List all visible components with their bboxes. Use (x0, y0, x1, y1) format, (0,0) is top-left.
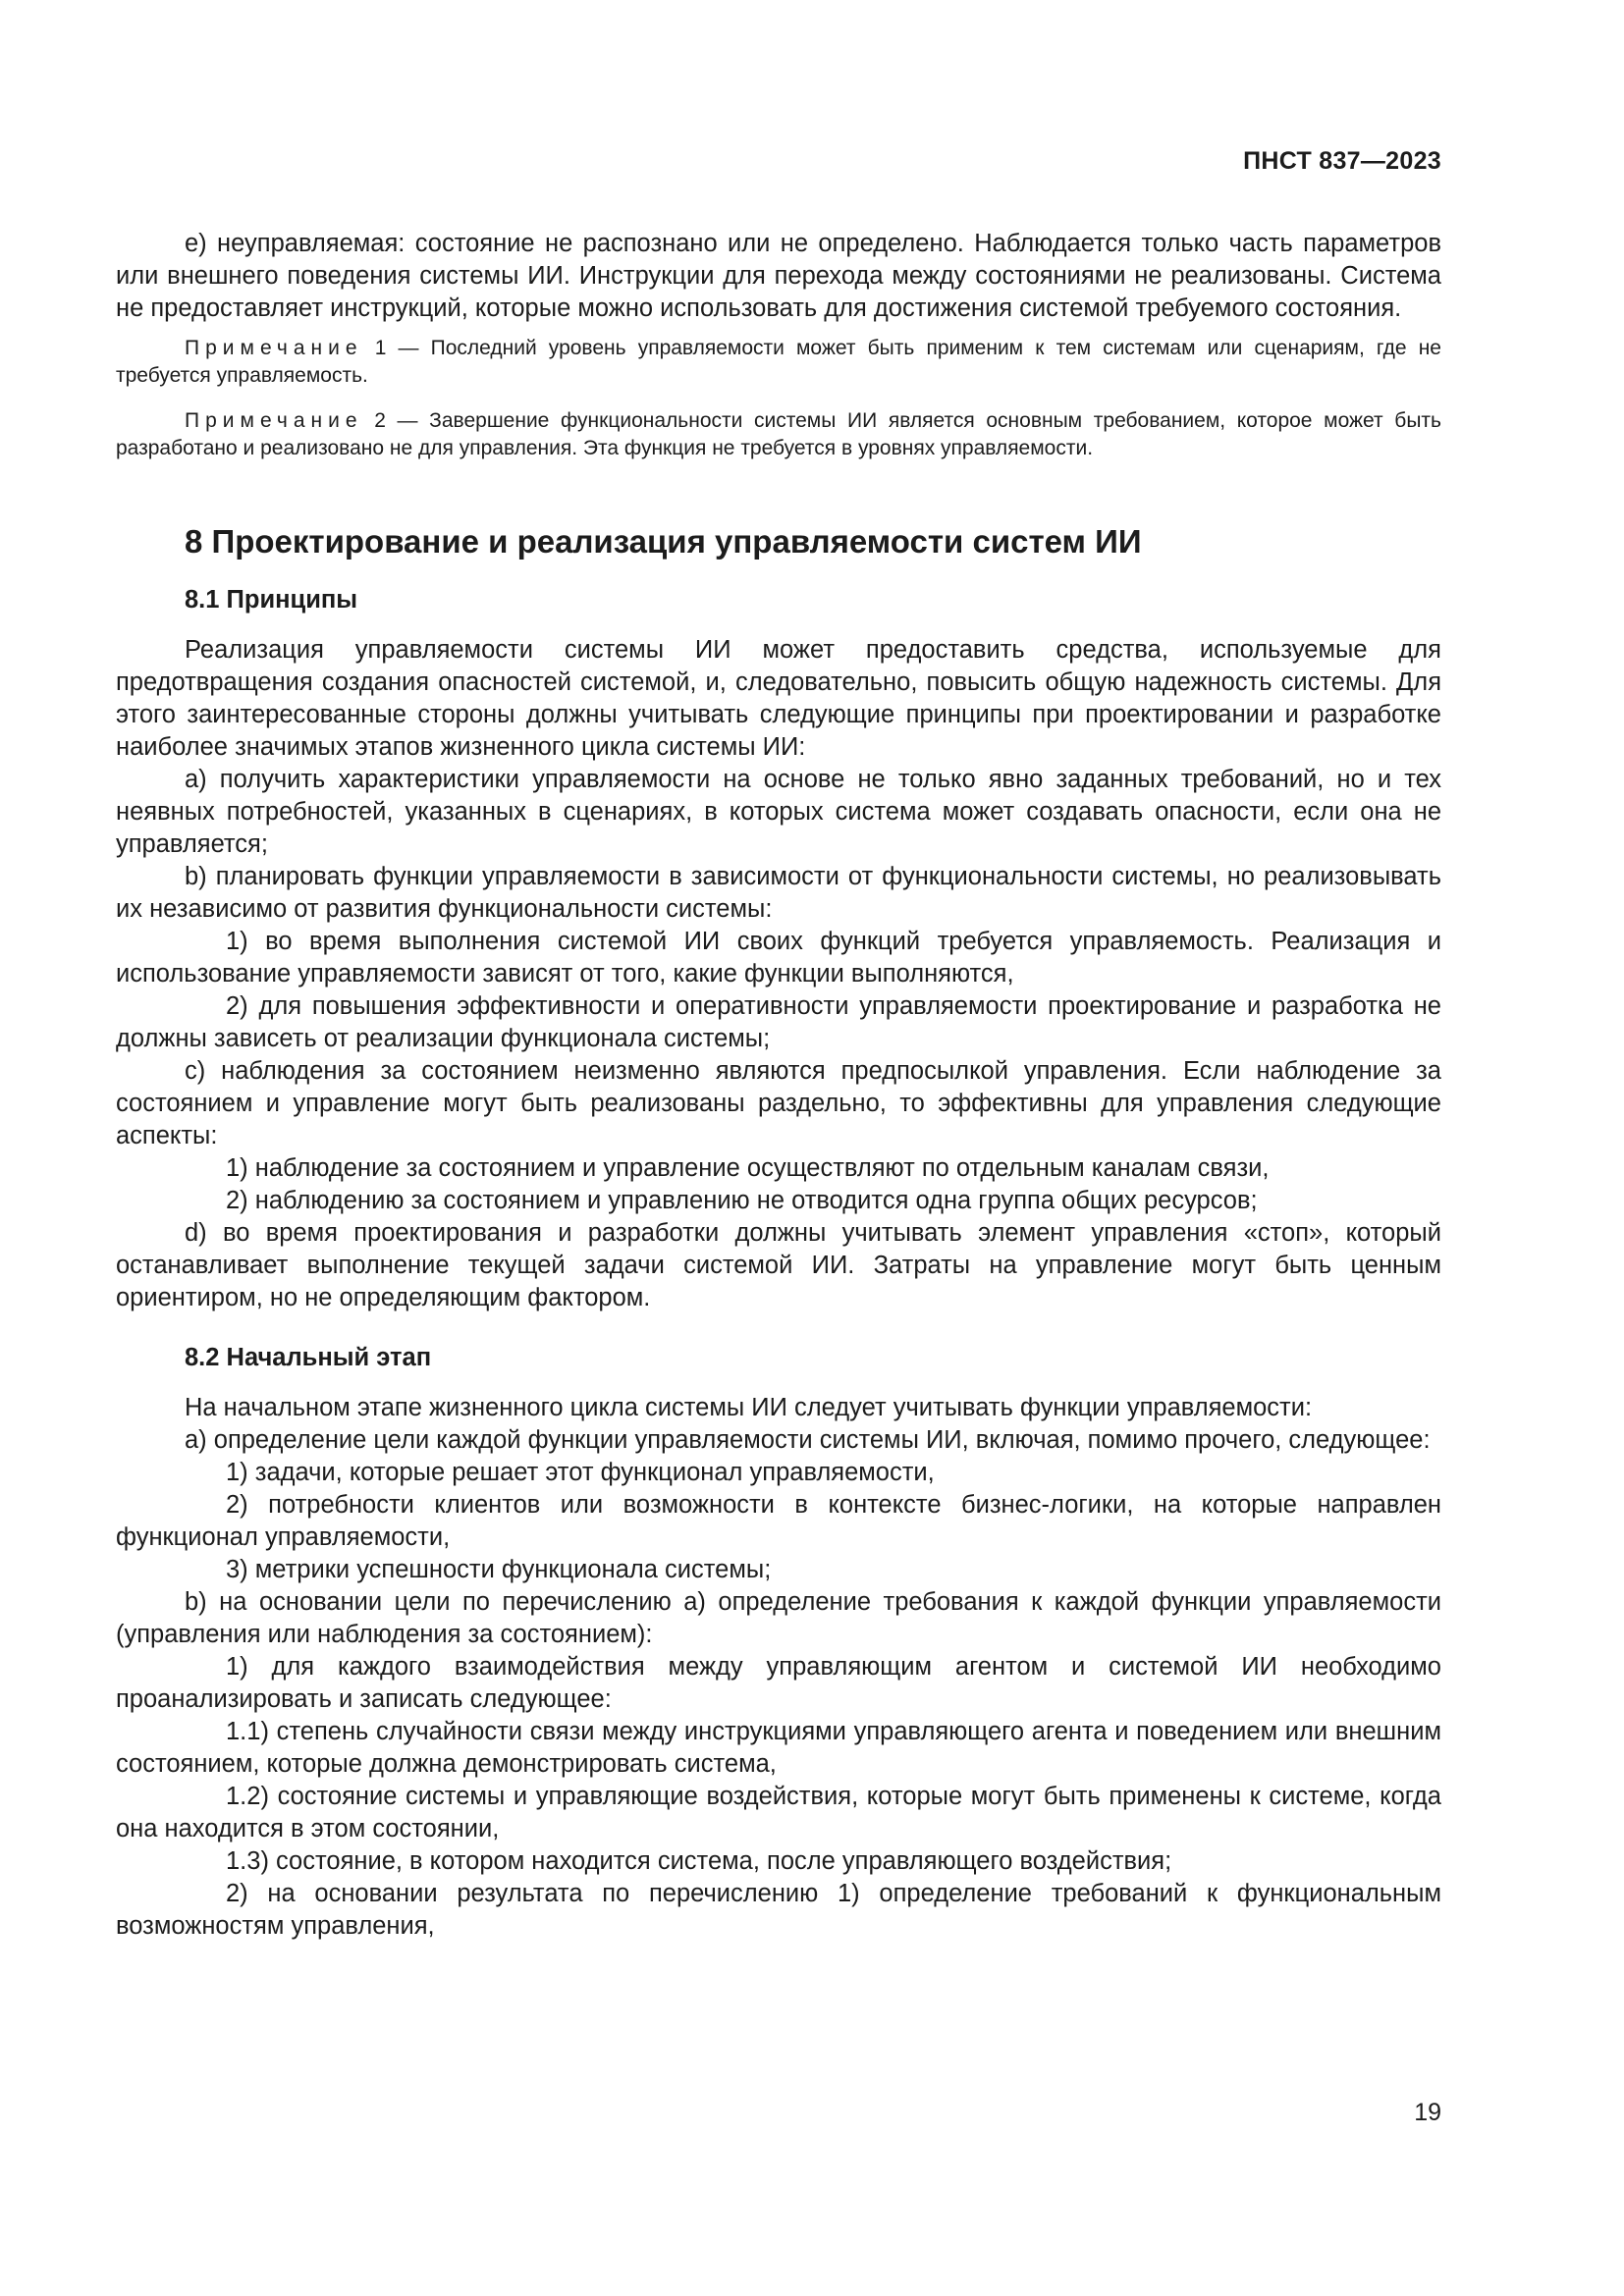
note-text: 2 — Завершение функциональности системы ИИ является основным требованием, которое может быть разработано и реализовано не для управления. Эта функция не требуется в уровнях управляемости. (116, 409, 1441, 459)
list-subitem: 1) для каждого взаимодействия между управляющим агентом и системой ИИ необходимо проанализировать и записать следующее: (116, 1653, 1441, 1713)
list-item: a) определение цели каждой функции управляемости системы ИИ, включая, помимо прочего, следующее: (185, 1426, 1431, 1454)
paragraph: Реализация управляемости системы ИИ может предоставить средства, используемые для предотвращения создания опасностей системой, и, следовательно, повысить общую надежность системы. Для этого заинтересованные стороны должны учитывать следующие принципы при проектировании и разработке наиболее значимых этапов жизненного цикла системы ИИ: (116, 636, 1441, 761)
list-subitem: 2) на основании результата по перечислению 1) определение требований к функциональным возможностям управления, (116, 1880, 1441, 1940)
list-subitem: 1) во время выполнения системой ИИ своих функций требуется управляемость. Реализация и использование управляемости зависят от того, какие функции выполняются, (116, 928, 1441, 988)
note-label: Примечание (185, 337, 363, 359)
list-item: c) наблюдения за состоянием неизменно являются предпосылкой управления. Если наблюдение за состоянием и управление могут быть реализованы раздельно, то эффективны для управления следующие аспекты: (116, 1057, 1441, 1149)
list-subitem: 2) потребности клиентов или возможности в контексте бизнес-логики, на которые направлен функционал управляемости, (116, 1491, 1441, 1551)
list-subitem: 2) для повышения эффективности и оперативности управляемости проектирование и разработка не должны зависеть от реализации функционала системы; (116, 992, 1441, 1052)
list-subitem: 1) задачи, которые решает этот функционал управляемости, (226, 1459, 935, 1486)
page-number: 19 (1414, 2099, 1441, 2126)
subsection-heading: 8.2 Начальный этап (185, 1344, 432, 1371)
list-item: d) во время проектирования и разработки должны учитывать элемент управления «стоп», который останавливает выполнение текущей задачи системой ИИ. Затраты на управление могут быть ценным ориентиром, но не определяющим фактором. (116, 1219, 1441, 1311)
list-item: a) получить характеристики управляемости на основе не только явно заданных требований, но и тех неявных потребностей, указанных в сценариях, в которых система может создавать опасности, если она не управляется; (116, 766, 1441, 858)
list-subsubitem: 1.3) состояние, в котором находится система, после управляющего воздействия; (226, 1847, 1172, 1875)
list-subitem: 1) наблюдение за состоянием и управление осуществляют по отдельным каналам связи, (226, 1154, 1270, 1182)
page-content (116, 228, 1441, 1943)
note-label: Примечание (185, 409, 363, 432)
note-text: 1 — Последний уровень управляемости может быть применим к тем системам или сценариям, где не требуется управляемость. (116, 337, 1441, 387)
paragraph: На начальном этапе жизненного цикла системы ИИ следует учитывать функции управляемости: (185, 1394, 1313, 1421)
note-2 (116, 407, 1441, 462)
list-subitem: 2) наблюдению за состоянием и управлению не отводится одна группа общих ресурсов; (226, 1187, 1258, 1214)
list-subitem: 3) метрики успешности функционала системы; (226, 1556, 772, 1583)
list-item: b) на основании цели по перечислению a) определение требования к каждой функции управляемости (управления или наблюдения за состоянием): (116, 1588, 1441, 1648)
subsection-heading: 8.1 Принципы (185, 586, 358, 614)
list-subsubitem: 1.2) состояние системы и управляющие воздействия, которые могут быть применены к системе, когда она находится в этом состоянии, (116, 1783, 1441, 1842)
list-item: b) планировать функции управляемости в зависимости от функциональности системы, но реализовывать их независимо от развития функциональности системы: (116, 863, 1441, 923)
list-subsubitem: 1.1) степень случайности связи между инструкциями управляющего агента и поведением или внешним состоянием, которые должна демонстрировать система, (116, 1718, 1441, 1778)
section-heading: 8 Проектирование и реализация управляемости систем ИИ (185, 523, 1142, 560)
list-item-e: e) неуправляемая: состояние не распознано или не определено. Наблюдается только часть параметров или внешнего поведения системы ИИ. Инструкции для перехода между состояниями не реализованы. Система не предоставляет инструкций, которые можно использовать для достижения системой требуемого состояния. (116, 230, 1441, 322)
document-code: ПНСТ 837—2023 (1243, 147, 1441, 175)
note-1 (116, 335, 1441, 390)
